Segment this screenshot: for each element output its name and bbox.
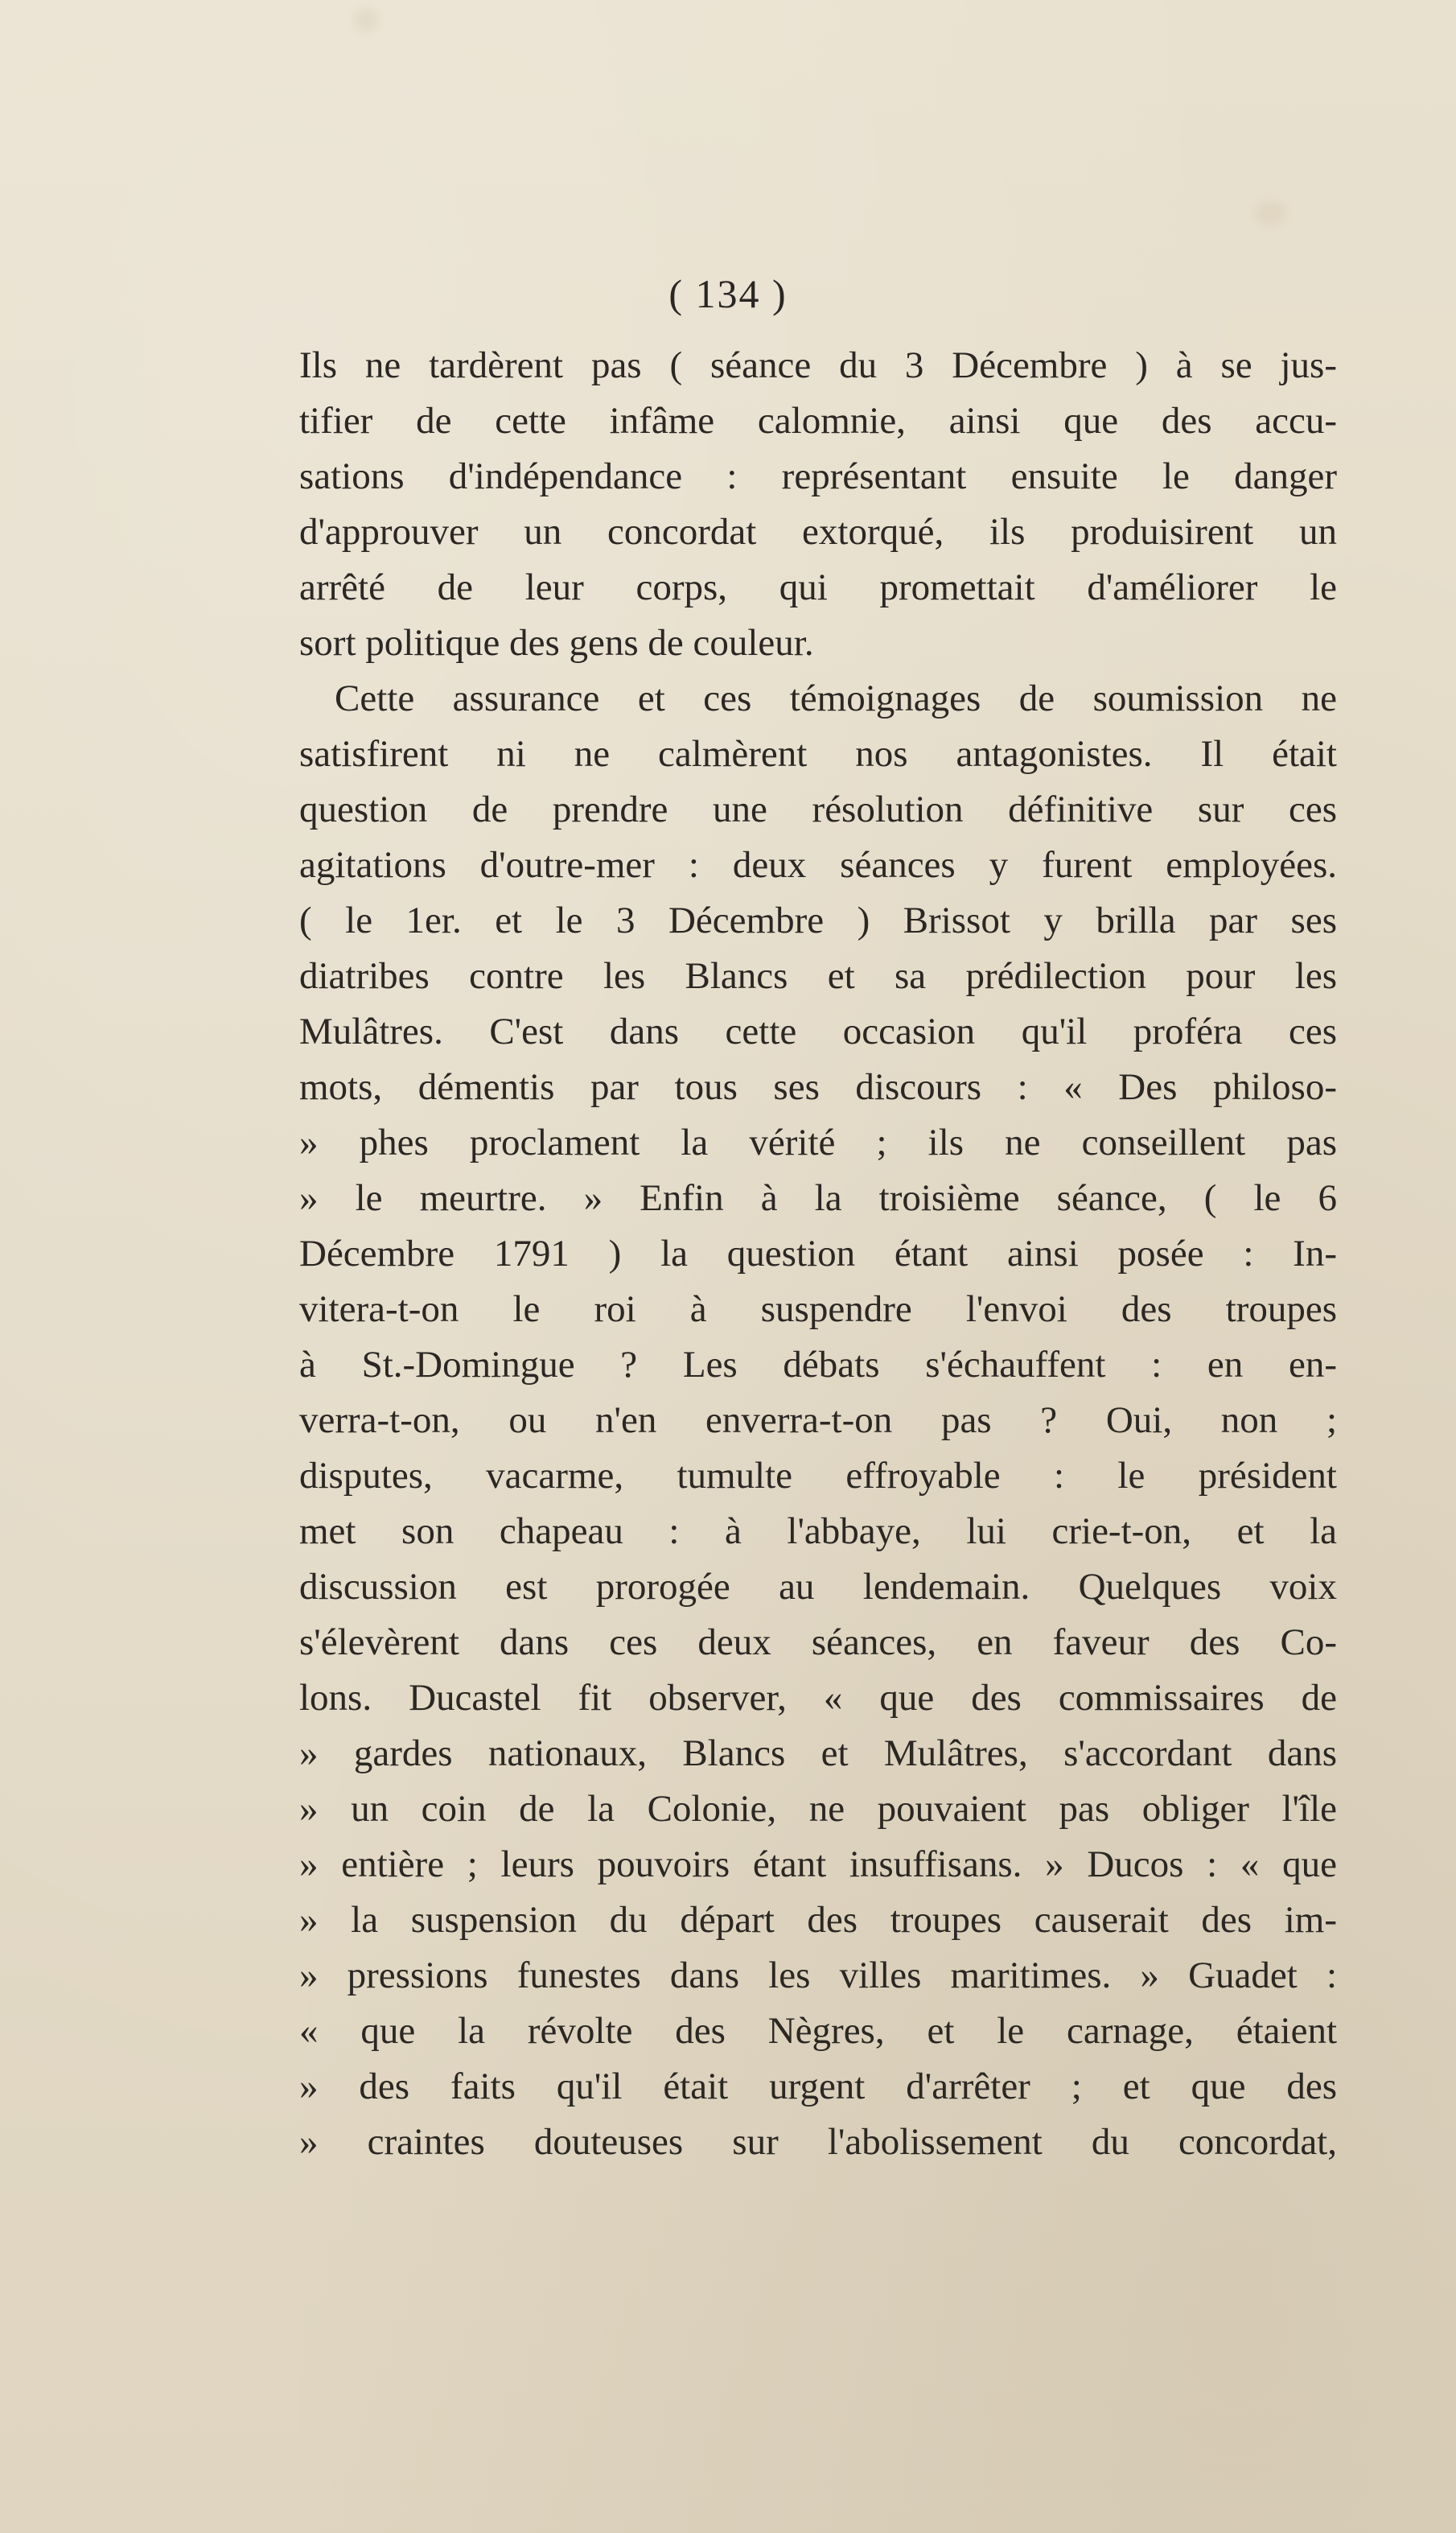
text-line: question de prendre une résolution définitive sur ces	[299, 789, 1337, 830]
text-line: disputes, vacarme, tumulte effroyable : le président	[299, 1455, 1337, 1497]
text-line: vitera-t-on le roi à suspendre l'envoi des troupes	[299, 1288, 1337, 1330]
text-line: » gardes nationaux, Blancs et Mulâtres, s'accordant dans	[299, 1732, 1337, 1774]
text-line: verra-t-on, ou n'en enverra-t-on pas ? Oui, non ;	[299, 1399, 1337, 1441]
text-line: satisfirent ni ne calmèrent nos antagonistes. Il était	[299, 733, 1337, 775]
text-line: sort politique des gens de couleur.	[299, 622, 814, 664]
paragraph-2	[299, 671, 1337, 2170]
text-line: » entière ; leurs pouvoirs étant insuffisans. » Ducos : « que	[299, 1843, 1337, 1885]
text-line: agitations d'outre-mer : deux séances y furent employées.	[299, 844, 1337, 886]
text-line: tifier de cette infâme calomnie, ainsi que des accu-	[299, 400, 1337, 442]
text-line: » phes proclament la vérité ; ils ne conseillent pas	[299, 1122, 1337, 1164]
text-line: arrêté de leur corps, qui promettait d'améliorer le	[299, 566, 1337, 608]
paper-stain	[1255, 201, 1287, 225]
page-number: ( 134 )	[668, 271, 788, 316]
text-line: sations d'indépendance : représentant ensuite le danger	[299, 455, 1337, 497]
text-line: diatribes contre les Blancs et sa prédilection pour les	[299, 955, 1337, 997]
text-line: « que la révolte des Nègres, et le carnage, étaient	[299, 2010, 1337, 2052]
text-line: » le meurtre. » Enfin à la troisième séance, ( le 6	[299, 1177, 1337, 1219]
paragraph-1	[299, 338, 1337, 671]
text-line: » pressions funestes dans les villes maritimes. » Guadet :	[299, 1954, 1337, 1996]
text-line: Cette assurance et ces témoignages de soumission ne	[335, 678, 1337, 719]
text-line: lons. Ducastel fit observer, « que des commissaires de	[299, 1677, 1337, 1719]
text-line: » un coin de la Colonie, ne pouvaient pas obliger l'île	[299, 1788, 1337, 1830]
paper-stain	[354, 8, 378, 32]
body-text	[299, 338, 1337, 2170]
text-line: discussion est prorogée au lendemain. Quelques voix	[299, 1566, 1337, 1608]
text-line: d'approuver un concordat extorqué, ils produisirent un	[299, 511, 1337, 553]
text-line: met son chapeau : à l'abbaye, lui crie-t-on, et la	[299, 1510, 1337, 1552]
text-line: s'élevèrent dans ces deux séances, en faveur des Co-	[299, 1621, 1337, 1663]
text-line: Mulâtres. C'est dans cette occasion qu'il proféra ces	[299, 1011, 1337, 1052]
text-line: Ils ne tardèrent pas ( séance du 3 Décembre ) à se jus-	[299, 344, 1337, 386]
text-line: mots, démentis par tous ses discours : « Des philoso-	[299, 1066, 1337, 1108]
text-line: Décembre 1791 ) la question étant ainsi posée : In-	[299, 1233, 1337, 1275]
text-line: » la suspension du départ des troupes causerait des im-	[299, 1899, 1337, 1941]
text-line: » des faits qu'il était urgent d'arrêter ; et que des	[299, 2066, 1337, 2107]
text-line: » craintes douteuses sur l'abolissement du concordat,	[299, 2121, 1337, 2163]
text-line: ( le 1er. et le 3 Décembre ) Brissot y brilla par ses	[299, 900, 1337, 941]
text-line: à St.-Domingue ? Les débats s'échauffent : en en-	[299, 1344, 1337, 1386]
